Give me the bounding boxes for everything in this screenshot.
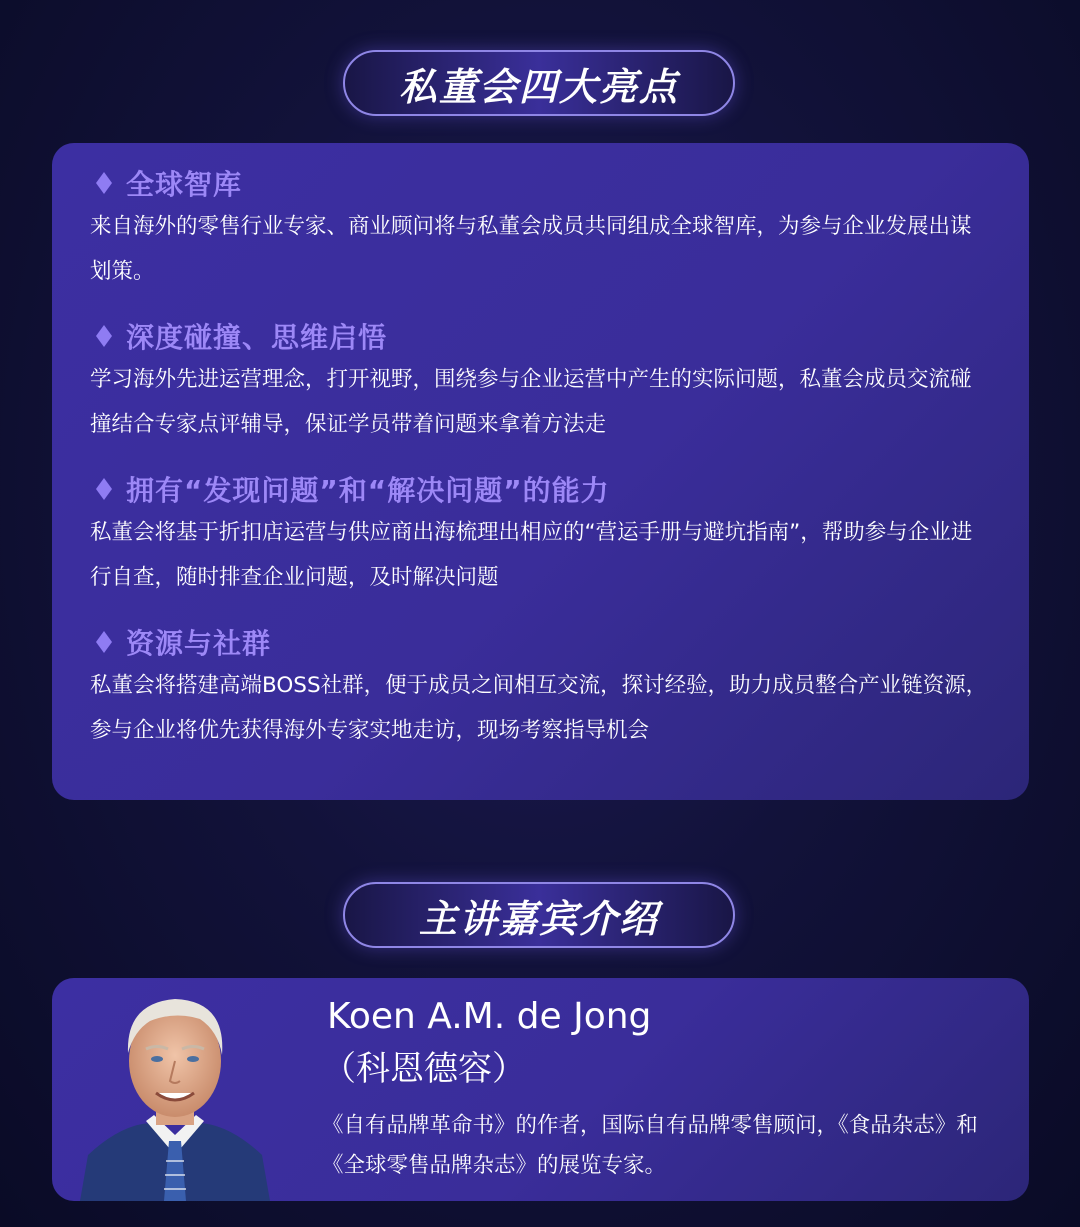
- highlight-body: 私董会将搭建高端BOSS社群，便于成员之间相互交流，探讨经验，助力成员整合产业链资源，参与企业将优先获得海外专家实地走访，现场考察指导机会: [90, 673, 988, 743]
- speaker-name: Koen A.M. de Jong: [327, 996, 652, 1037]
- highlights-heading: 私董会四大亮点: [398, 64, 679, 109]
- diamond-icon: [96, 478, 112, 500]
- speaker-heading-pill: [343, 882, 735, 948]
- speaker-portrait: [80, 975, 270, 1201]
- speaker-name-cn: （科恩德容）: [322, 1049, 526, 1089]
- diamond-icon: [96, 325, 112, 347]
- diamond-icon: [96, 172, 112, 194]
- highlight-item: [90, 163, 989, 294]
- highlights-panel: [52, 143, 1029, 800]
- highlight-body: 学习海外先进运营理念，打开视野，围绕参与企业运营中产生的实际问题，私董会成员交流碰撞结合专家点评辅导，保证学员带着问题来拿着方法走: [90, 367, 972, 437]
- highlight-title: 深度碰撞、思维启悟: [126, 321, 388, 354]
- highlight-title: 资源与社群: [126, 627, 272, 660]
- speaker-description: 《自有品牌革命书》的作者，国际自有品牌零售顾问，《食品杂志》和《全球零售品牌杂志》的展览专家。: [322, 1113, 978, 1178]
- highlight-item: [90, 316, 989, 447]
- highlight-title: 全球智库: [126, 168, 243, 201]
- highlight-item: [90, 469, 989, 600]
- diamond-icon: [96, 631, 112, 653]
- highlight-title: 拥有“发现问题”和“解决问题”的能力: [126, 474, 610, 507]
- highlight-body: 私董会将基于折扣店运营与供应商出海梳理出相应的“营运手册与避坑指南”，帮助参与企业进行自查，随时排查企业问题，及时解决问题: [90, 520, 973, 590]
- highlight-item: [90, 622, 989, 753]
- highlight-body: 来自海外的零售行业专家、商业顾问将与私董会成员共同组成全球智库，为参与企业发展出谋划策。: [90, 214, 972, 284]
- speaker-heading: 主讲嘉宾介绍: [418, 896, 659, 941]
- highlights-heading-pill: [343, 50, 735, 116]
